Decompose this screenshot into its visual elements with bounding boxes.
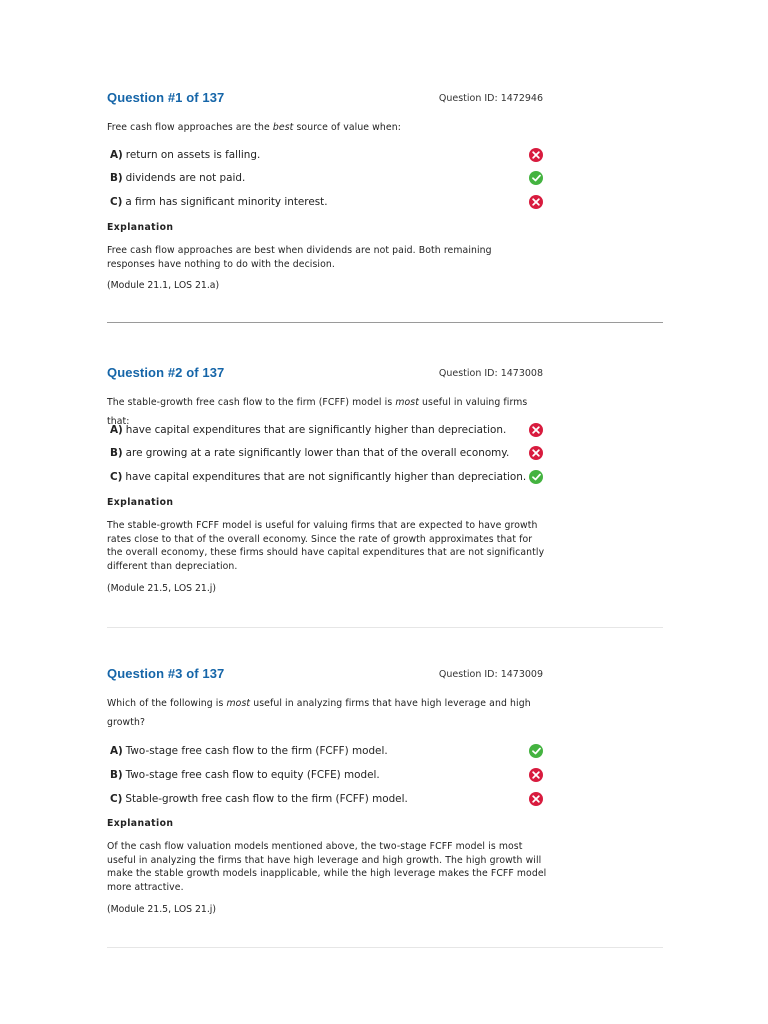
question-divider (107, 627, 663, 628)
answer-option-b[interactable] (110, 169, 546, 187)
option-letter: A) (110, 745, 123, 757)
explanation-text: The stable-growth FCFF model is useful for valuing firms that are expected to have growth rates close to that of the overall economy. Since the rate of growth approximates that for the overall economy, these firms should have capital expenditures that are not significantly different than depreciation. (107, 520, 545, 572)
answer-option-a[interactable] (110, 421, 546, 439)
option-letter: B) (110, 447, 123, 459)
option-text: a firm has significant minority interest. (125, 196, 328, 208)
question-divider (107, 322, 663, 323)
question-1 (107, 90, 547, 300)
explanation-heading: Explanation (107, 818, 174, 829)
explanation-heading: Explanation (107, 497, 174, 508)
question-id-label: Question ID: (438, 669, 498, 680)
answer-option-a[interactable] (110, 742, 546, 760)
question-title: Question #1 of 137 (107, 90, 225, 105)
check-circle-icon (529, 171, 543, 185)
option-text: Two-stage free cash flow to equity (FCFE) model. (125, 769, 380, 781)
question-stem: Which of the following is most useful in analyzing firms that have high leverage and high growth? (107, 698, 531, 728)
question-3 (107, 666, 547, 926)
emphasis: most (226, 698, 251, 709)
x-circle-icon (529, 423, 543, 437)
question-id-label: Question ID: (438, 93, 498, 104)
explanation-heading: Explanation (107, 222, 174, 233)
question-id-label: Question ID: (438, 368, 498, 379)
question-title: Question #2 of 137 (107, 365, 225, 380)
los-reference: (Module 21.5, LOS 21.j) (107, 904, 217, 915)
los-reference: (Module 21.1, LOS 21.a) (107, 280, 220, 291)
question-id-number: 1473008 (500, 368, 543, 379)
question-divider (107, 947, 663, 948)
question-id (439, 368, 543, 379)
answer-option-a[interactable] (110, 146, 546, 164)
x-circle-icon (529, 148, 543, 162)
answer-option-b[interactable] (110, 766, 546, 784)
question-title: Question #3 of 137 (107, 666, 225, 681)
option-letter: B) (110, 172, 123, 184)
option-letter: C) (110, 793, 123, 805)
option-text: Two-stage free cash flow to the firm (FCFF) model. (125, 745, 388, 757)
question-id (439, 669, 543, 680)
emphasis: most (395, 397, 419, 408)
option-letter: A) (110, 149, 123, 161)
explanation-text: Of the cash flow valuation models mentioned above, the two-stage FCFF model is most useful in analyzing the firms that have high leverage and high growth. The high growth will make the stable growth models inapplicable, while the high leverage makes the FCFF model more attractive. (107, 841, 547, 893)
question-id (439, 93, 543, 104)
question-stem: Free cash flow approaches are the best source of value when: (107, 122, 401, 133)
option-letter: C) (110, 196, 123, 208)
question-2 (107, 365, 547, 600)
option-text: have capital expenditures that are significantly higher than depreciation. (125, 424, 507, 436)
option-letter: A) (110, 424, 123, 436)
question-stem: The stable-growth free cash flow to the firm (FCFF) model is most useful in valuing firms that: (107, 397, 528, 427)
x-circle-icon (529, 446, 543, 460)
check-circle-icon (529, 470, 543, 484)
x-circle-icon (529, 195, 543, 209)
x-circle-icon (529, 768, 543, 782)
explanation-text: Free cash flow approaches are best when dividends are not paid. Both remaining responses have nothing to do with the decision. (107, 245, 492, 270)
option-text: are growing at a rate significantly lower than that of the overall economy. (125, 447, 510, 459)
check-circle-icon (529, 744, 543, 758)
question-id-number: 1473009 (500, 669, 543, 680)
answer-option-b[interactable] (110, 444, 546, 462)
option-text: have capital expenditures that are not significantly higher than depreciation. (125, 471, 527, 483)
emphasis: best (272, 122, 294, 133)
answer-option-c[interactable] (110, 193, 546, 211)
los-reference: (Module 21.5, LOS 21.j) (107, 583, 217, 594)
option-text: return on assets is falling. (125, 149, 261, 161)
option-text: Stable-growth free cash flow to the firm (FCFF) model. (125, 793, 408, 805)
option-letter: C) (110, 471, 123, 483)
answer-option-c[interactable] (110, 468, 546, 486)
question-id-number: 1472946 (500, 93, 543, 104)
answer-option-c[interactable] (110, 790, 546, 808)
option-text: dividends are not paid. (125, 172, 246, 184)
x-circle-icon (529, 792, 543, 806)
option-letter: B) (110, 769, 123, 781)
